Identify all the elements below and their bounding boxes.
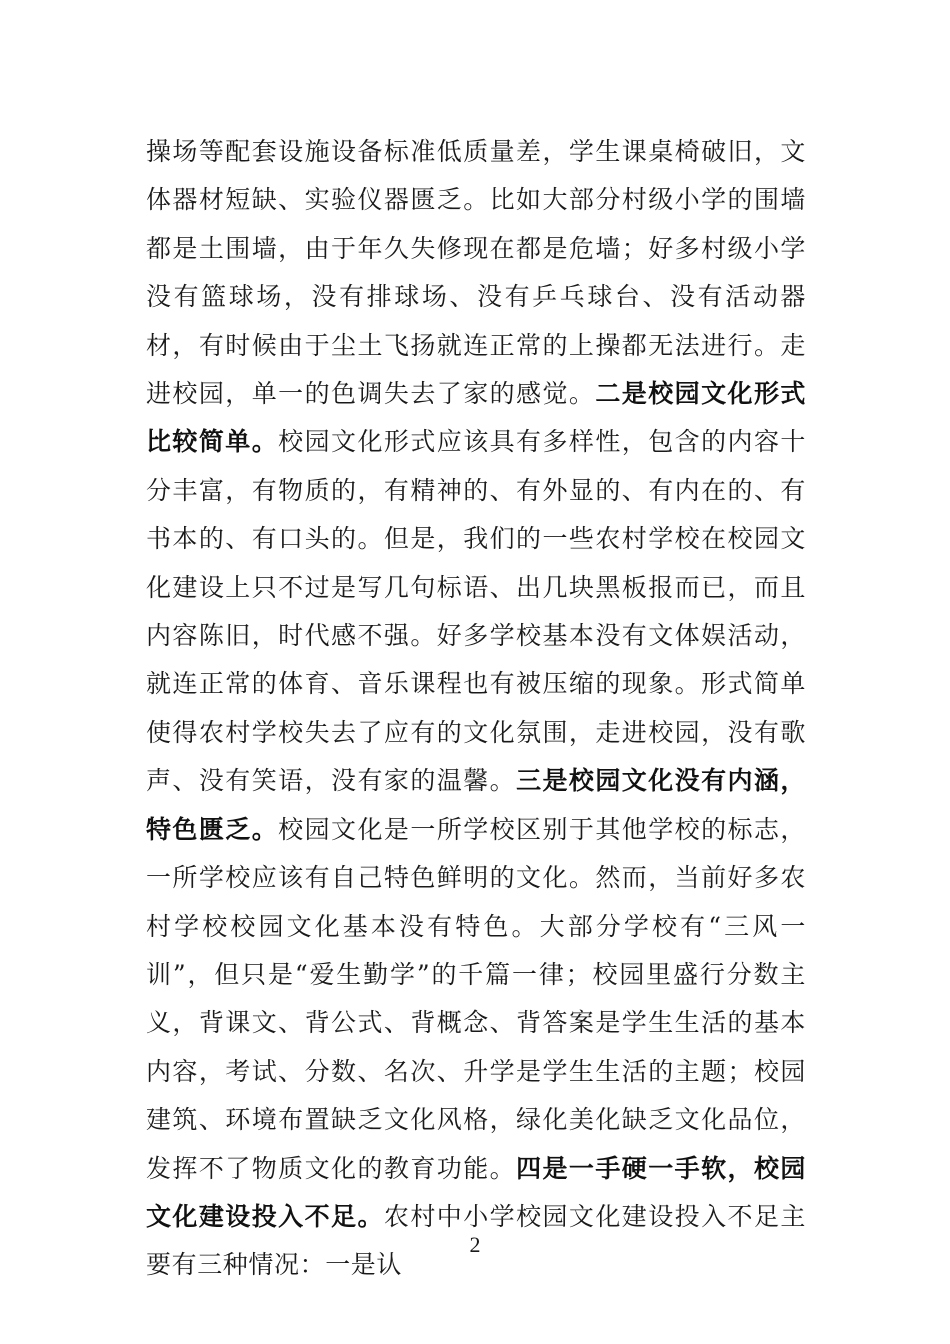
text-segment-2: 校园文化形式应该具有多样性，包含的内容十分丰富，有物质的，有精神的、有外显的、有内在的、有书本的、有口头的。但是，我们的一些农村学校在校园文化建设上只不过是写几句标语、出几块黑板报而已，而且内容陈旧，时代感不强。好多学校基本没有文体娱活动，就连正常的体育、音乐课程也有被压缩的现象。形式简单使得农村学校失去了应有的文化氛围，走进校园，没有歌声、没有笑语，没有家的温馨。 (146, 427, 806, 796)
page-number: 2 (469, 1232, 481, 1257)
text-segment-4: 农村中小学校园文化建设投入不足主要有三种情况：一是认 (146, 1201, 806, 1280)
text-segment-1: 操场等配套设施设备标准低质量差，学生课桌椅破旧，文体器材短缺、实验仪器匮乏。比如大部分村级小学的围墙都是土围墙，由于年久失修现在都是危墙；好多村级小学没有篮球场，没有排球场、没有乒乓球台、没有活动器材，有时候由于尘土飞扬就连正常的上操都无法进行。走进校园，单一的色调失去了家的感觉。 (146, 137, 806, 409)
heading-point-three: 三是校园文化没有内涵，特色匮乏。 (146, 766, 806, 844)
text-segment-3: 校园文化是一所学校区别于其他学校的标志，一所学校应该有自己特色鲜明的文化。然而，当前好多农村学校校园文化基本没有特色。大部分学校有“三风一训”，但只是“爱生勤学”的千篇一律；校园里盛行分数主义，背课文、背公式、背概念、背答案是学生生活的基本内容，考试、分数、名次、升学是学生生活的主题；校园建筑、环境布置缺乏文化风格，绿化美化缺乏文化品位，发挥不了物质文化的教育功能。 (146, 814, 806, 1183)
body-paragraph (146, 128, 806, 1290)
heading-point-four: 四是一手硬一手软，校园文化建设投入不足。 (146, 1153, 806, 1231)
heading-point-two: 二是校园文化形式比较简单。 (146, 379, 806, 457)
